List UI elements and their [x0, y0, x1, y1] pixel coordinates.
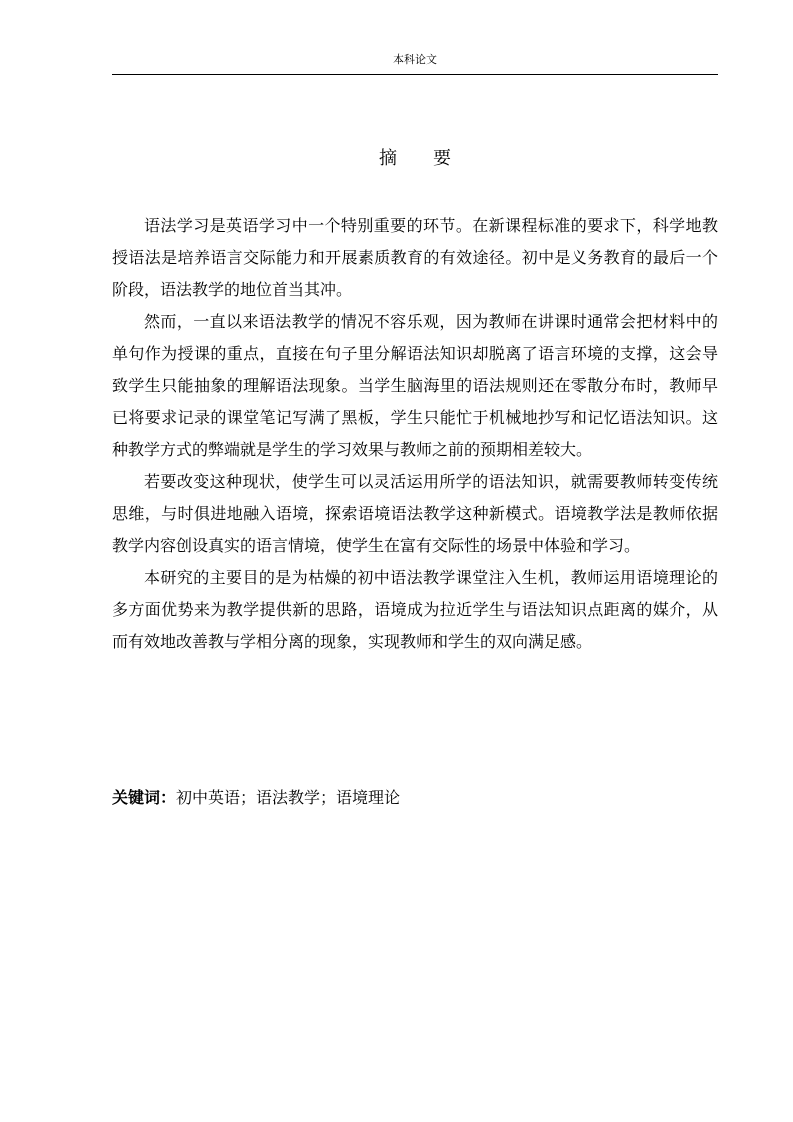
abstract-paragraph: 本研究的主要目的是为枯燥的初中语法教学课堂注入生机，教师运用语境理论的多方面优势来为教学提供新的思路，语境成为拉近学生与语法知识点距离的媒介，从而有效地改善教与学相分离的现象，实现教师和学生的双向满足感。	[112, 568, 718, 651]
abstract-paragraph: 语法学习是英语学习中一个特别重要的环节。在新课程标准的要求下，科学地教授语法是培养语言交际能力和开展素质教育的有效途径。初中是义务教育的最后一个阶段，语法教学的地位首当其冲。	[112, 216, 718, 299]
keywords-value: 初中英语；语法教学；语境理论	[176, 788, 401, 807]
header-text: 本科论文	[393, 53, 437, 66]
keywords-line	[112, 784, 718, 812]
abstract-paragraph: 然而，一直以来语法教学的情况不容乐观，因为教师在讲课时通常会把材料中的单句作为授课的重点，直接在句子里分解语法知识却脱离了语言环境的支撑，这会导致学生只能抽象的理解语法现象。当学生脑海里的语法规则还在零散分布时，教师早已将要求记录的课堂笔记写满了黑板，学生只能忙于机械地抄写和记忆语法知识。这种教学方式的弊端就是学生的学习效果与教师之前的预期相差较大。	[112, 312, 718, 459]
page-header	[112, 52, 718, 75]
abstract-title: 摘要	[379, 148, 487, 169]
keywords-label: 关键词：	[112, 788, 177, 807]
abstract-paragraph: 若要改变这种现状，使学生可以灵活运用所学的语法知识，就需要教师转变传统思维，与时俱进地融入语境，探索语境语法教学这种新模式。语境教学法是教师依据教学内容创设真实的语言情境，使学生在富有交际性的场景中体验和学习。	[112, 472, 718, 555]
abstract-body	[112, 210, 718, 658]
